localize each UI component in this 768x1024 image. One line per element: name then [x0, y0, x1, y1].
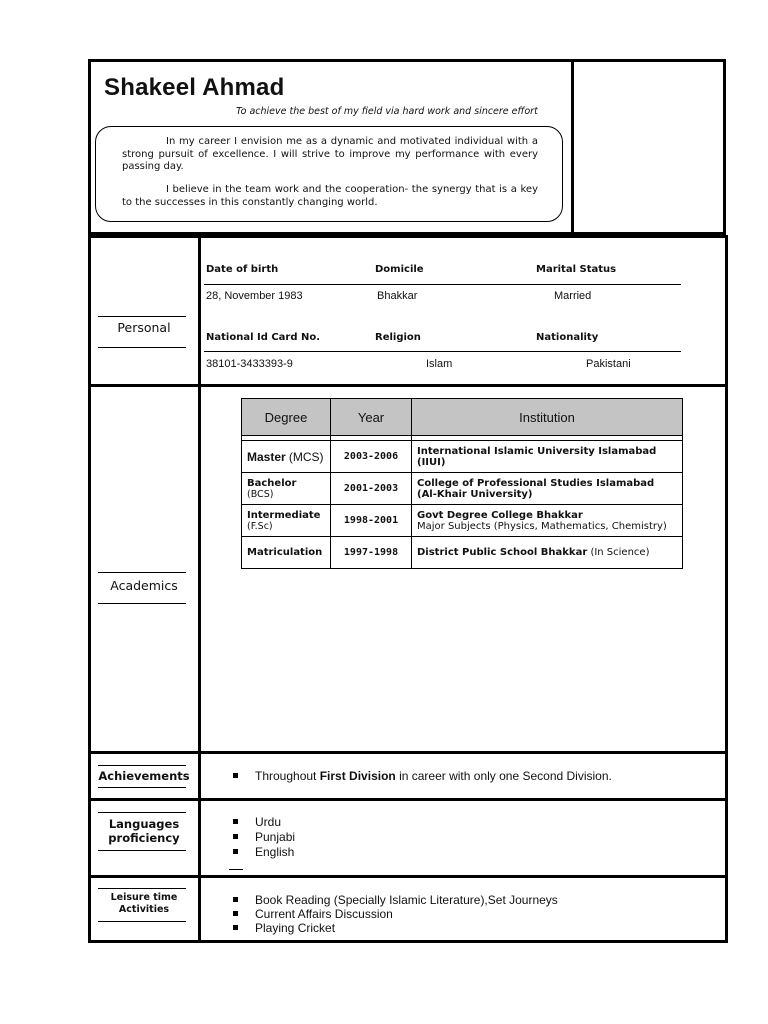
- bullet-icon: [233, 849, 238, 854]
- bullet-icon: [233, 819, 238, 824]
- degree-cell: Master (MCS): [242, 441, 331, 473]
- list-item: Urdu: [233, 815, 281, 829]
- motto: To achieve the best of my field via hard work and sincere effort: [236, 106, 538, 117]
- column-divider: [198, 235, 201, 943]
- header-institution: Institution: [412, 399, 683, 436]
- bullet-icon: [233, 897, 238, 902]
- year-cell: 2003-2006: [331, 441, 412, 473]
- academics-underline-top: [98, 572, 186, 573]
- institution-cell: Govt Degree College Bhakkar Major Subjects (Physics, Mathematics, Chemistry): [412, 505, 683, 537]
- languages-underline-bottom: [98, 850, 186, 851]
- domicile-value: Bhakkar: [377, 290, 418, 302]
- degree-cell: Matriculation: [242, 537, 331, 569]
- personal-row1-rule: [204, 284, 681, 285]
- header-degree: Degree: [242, 399, 331, 436]
- list-item: Punjabi: [233, 830, 295, 844]
- domicile-label: Domicile: [375, 264, 424, 275]
- leisure-label-line1: Leisure time: [110, 892, 178, 903]
- marital-value: Married: [554, 290, 592, 302]
- languages-trailing-rule: [229, 869, 243, 870]
- list-item: Book Reading (Specially Islamic Literature),Set Journeys: [233, 893, 558, 907]
- table-row: [242, 537, 683, 569]
- achievement-item: Throughout First Division in career with only one Second Division.: [233, 769, 612, 783]
- nic-value: 38101-3433393-9: [206, 358, 293, 370]
- year-cell: 1997-1998: [331, 537, 412, 569]
- bullet-icon: [233, 773, 238, 778]
- dob-label: Date of birth: [206, 264, 279, 275]
- row-divider-personal: [88, 384, 728, 387]
- leisure-label-line2: Activities: [118, 904, 170, 915]
- religion-value: Islam: [426, 358, 453, 370]
- photo-box: [574, 62, 723, 232]
- institution-cell: District Public School Bhakkar (In Science): [412, 537, 683, 569]
- academics-label: Academics: [110, 578, 178, 593]
- marital-label: Marital Status: [536, 264, 617, 275]
- institution-cell: College of Professional Studies Islamabad (Al-Khair University): [412, 473, 683, 505]
- table-row: [242, 505, 683, 537]
- table-row: [242, 441, 683, 473]
- nic-label: National Id Card No.: [206, 332, 321, 343]
- religion-label: Religion: [375, 332, 421, 343]
- degree-cell: Bachelor (BCS): [242, 473, 331, 505]
- languages-label-line2: proficiency: [108, 831, 180, 845]
- languages-underline-top: [98, 812, 186, 813]
- institution-cell: International Islamic University Islamabad (IIUI): [412, 441, 683, 473]
- personal-label: Personal: [117, 320, 171, 335]
- bullet-icon: [233, 834, 238, 839]
- header-year: Year: [331, 399, 412, 436]
- achievements-underline-top: [98, 765, 186, 766]
- year-cell: 2001-2003: [331, 473, 412, 505]
- personal-underline-bottom: [98, 347, 186, 348]
- academics-table: [241, 398, 683, 569]
- table-header-row: [242, 399, 683, 436]
- summary-paragraph-1: In my career I envision me as a dynamic and motivated individual with a strong pursuit of excellence. I will strive to improve my performance with every passing day.: [122, 136, 538, 172]
- leisure-underline-bottom: [98, 921, 186, 922]
- summary-paragraph-2: I believe in the team work and the cooperation- the synergy that is a key to the successes in this constantly changing world.: [122, 184, 538, 208]
- list-item: Current Affairs Discussion: [233, 907, 393, 921]
- achievements-label: Achievements: [98, 769, 190, 783]
- leisure-underline-top: [98, 888, 186, 889]
- degree-cell: Intermediate (F.Sc): [242, 505, 331, 537]
- row-divider-achievements: [88, 798, 728, 801]
- academics-underline-bottom: [98, 603, 186, 604]
- candidate-name: Shakeel Ahmad: [104, 74, 285, 101]
- nationality-label: Nationality: [536, 332, 599, 343]
- achievements-underline-bottom: [98, 787, 186, 788]
- table-row: [242, 473, 683, 505]
- personal-underline-top: [98, 316, 186, 317]
- bullet-icon: [233, 925, 238, 930]
- languages-label-line1: Languages: [108, 817, 180, 831]
- dob-value: 28, November 1983: [206, 290, 303, 302]
- bullet-icon: [233, 911, 238, 916]
- list-item: English: [233, 845, 294, 859]
- personal-row2-rule: [204, 351, 681, 352]
- row-divider-academics: [88, 751, 728, 754]
- year-cell: 1998-2001: [331, 505, 412, 537]
- row-divider-languages: [88, 875, 728, 878]
- list-item: Playing Cricket: [233, 921, 335, 935]
- nationality-value: Pakistani: [586, 358, 631, 370]
